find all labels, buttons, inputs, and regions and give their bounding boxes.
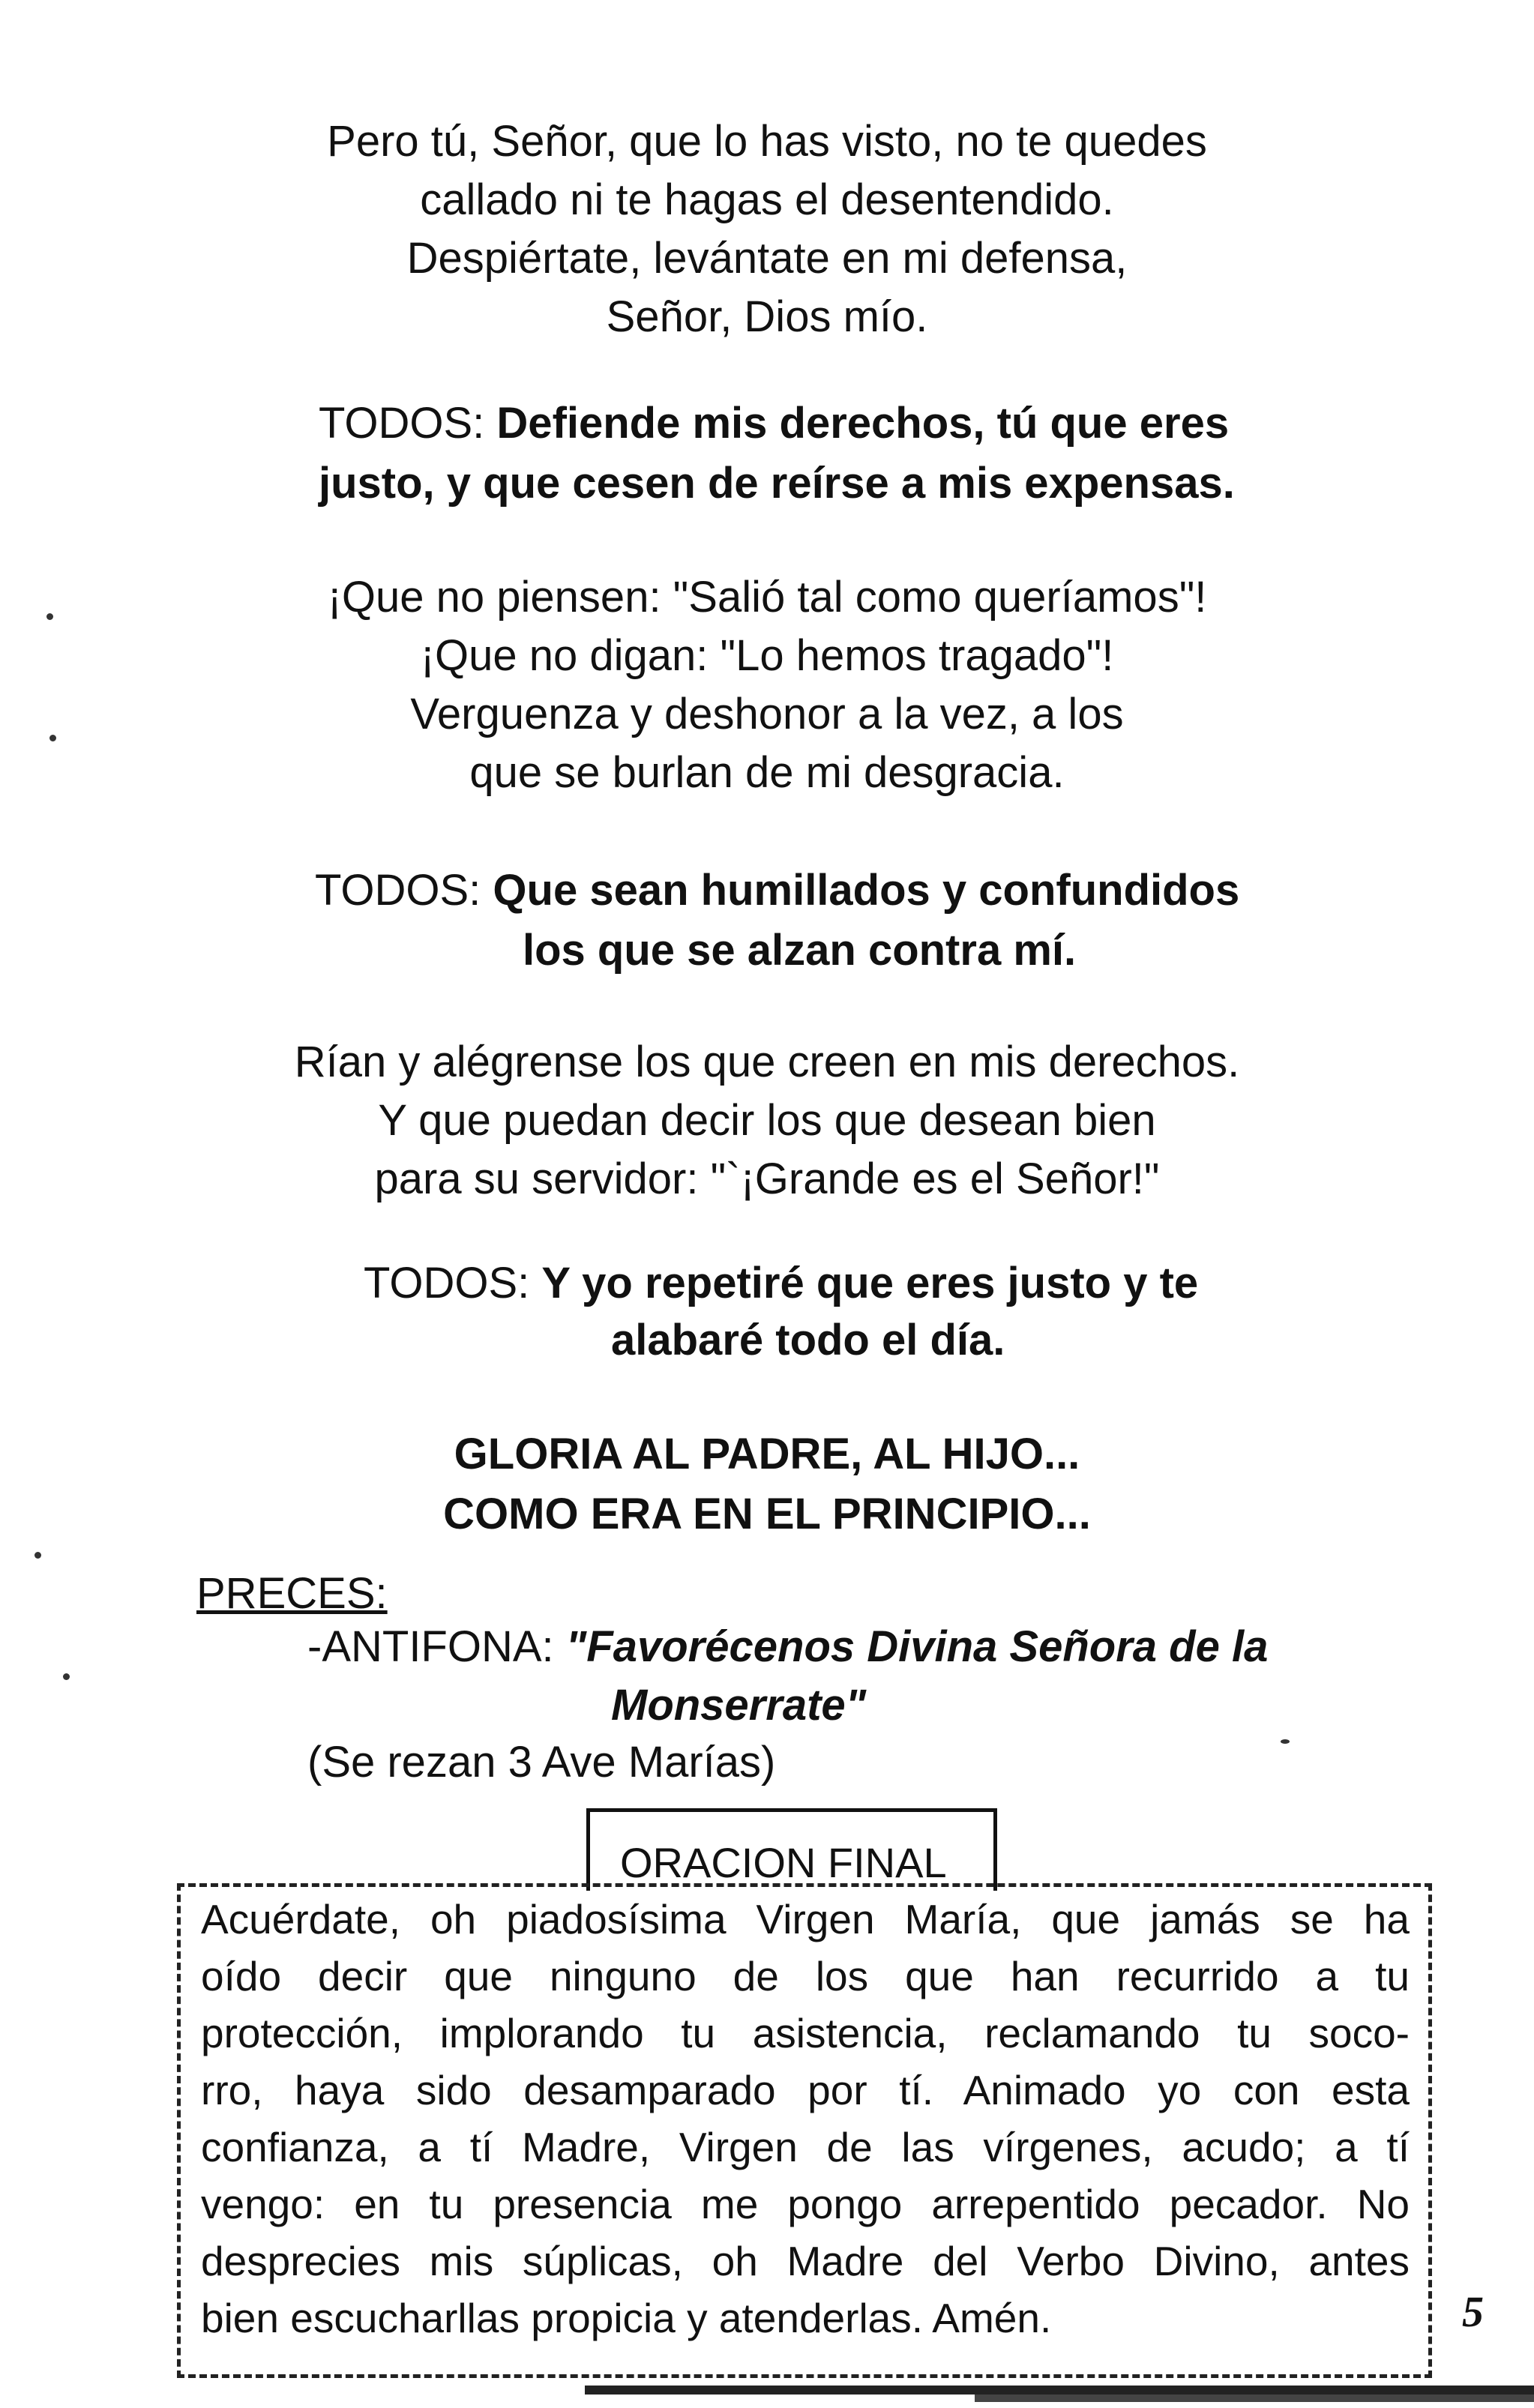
todos-response-1-cont bbox=[319, 454, 1235, 514]
todos-label: TODOS: bbox=[364, 1259, 530, 1307]
todos-response-1 bbox=[319, 394, 1229, 454]
stanza-line: Pero tú, Señor, que lo has visto, no te quedes bbox=[327, 117, 1207, 166]
stanza-line: Rían y alégrense los que creen en mis derechos. bbox=[294, 1038, 1240, 1086]
todos-label: TODOS: bbox=[319, 399, 485, 448]
scan-speck bbox=[63, 1673, 70, 1680]
stanza-line: Verguenza y deshonor a la vez, a los bbox=[410, 690, 1124, 738]
antifona-label: -ANTIFONA: bbox=[307, 1622, 554, 1671]
stanza-line: para su servidor: "`¡Grande es el Señor!" bbox=[374, 1155, 1160, 1203]
prayer-line: oído decir que ninguno de los que han recurrido a tu bbox=[201, 1953, 1410, 1999]
stanza-line: Señor, Dios mío. bbox=[606, 292, 928, 341]
stanza-line: Despiértate, levántate en mi defensa, bbox=[406, 234, 1128, 283]
bottom-rule bbox=[585, 2386, 1534, 2395]
prayer-line: rro, haya sido desamparado por tí. Animado yo con esta bbox=[201, 2067, 1410, 2113]
scan-speck bbox=[34, 1552, 41, 1559]
prayer-line: vengo: en tu presencia me pongo arrepentido pecador. No bbox=[201, 2181, 1410, 2227]
todos-response-3 bbox=[364, 1253, 1198, 1313]
rezan-note: (Se rezan 3 Ave Marías) bbox=[307, 1738, 776, 1787]
antifona bbox=[307, 1618, 1268, 1676]
preces-heading: PRECES: bbox=[196, 1569, 388, 1618]
gloria-doxology bbox=[0, 1424, 1534, 1544]
stanza-line: ¡Que no piensen: "Salió tal como queríamos"! bbox=[327, 573, 1207, 621]
scan-speck bbox=[46, 613, 53, 620]
page-number: 5 bbox=[1462, 2287, 1484, 2336]
prayer-line: protección, implorando tu asistencia, reclamando tu soco- bbox=[201, 2010, 1410, 2056]
todos-response-text: Defiende mis derechos, tú que eres bbox=[496, 399, 1230, 448]
stanza-line: que se burlan de mi desgracia. bbox=[469, 748, 1065, 797]
prayer-line: desprecies mis súplicas, oh Madre del Verbo Divino, antes bbox=[201, 2238, 1410, 2284]
scan-speck bbox=[49, 735, 56, 741]
oracion-final-title-box bbox=[586, 1808, 997, 1891]
antifona-text-cont: Monserrate" bbox=[611, 1681, 867, 1730]
todos-response-text: Y yo repetiré que eres justo y te bbox=[541, 1259, 1199, 1307]
stanza-line: Y que puedan decir los que desean bien bbox=[378, 1096, 1156, 1145]
todos-label: TODOS: bbox=[315, 866, 481, 915]
todos-response-2 bbox=[315, 861, 1239, 921]
stanza-line: ¡Que no digan: "Lo hemos tragado"! bbox=[420, 631, 1114, 680]
oracion-final-title: ORACION FINAL bbox=[620, 1839, 947, 1886]
stanza-3 bbox=[0, 1033, 1534, 1208]
gloria-line: COMO ERA EN EL PRINCIPIO... bbox=[443, 1490, 1091, 1538]
stanza-line: callado ni te hagas el desentendido. bbox=[420, 175, 1114, 224]
todos-response-text: los que se alzan contra mí. bbox=[523, 926, 1077, 975]
bottom-rule-shadow bbox=[975, 2395, 1534, 2402]
prayer-line: Acuérdate, oh piadosísima Virgen María, que jamás se ha bbox=[201, 1896, 1410, 1942]
todos-response-text: justo, y que cesen de reírse a mis expensas. bbox=[319, 459, 1235, 508]
gloria-line: GLORIA AL PADRE, AL HIJO... bbox=[454, 1430, 1080, 1478]
todos-response-text: alabaré todo el día. bbox=[611, 1316, 1005, 1364]
oracion-final-text bbox=[201, 1891, 1410, 2347]
prayer-line: confianza, a tí Madre, Virgen de las vírgenes, acudo; a tí bbox=[201, 2124, 1410, 2170]
antifona-text: "Favorécenos Divina Señora de la bbox=[565, 1622, 1269, 1671]
todos-response-2-cont bbox=[523, 921, 1076, 981]
scan-speck bbox=[1281, 1739, 1290, 1744]
stanza-1 bbox=[0, 112, 1534, 346]
todos-response-text: Que sean humillados y confundidos bbox=[493, 866, 1240, 915]
todos-response-3-cont bbox=[611, 1310, 1005, 1370]
stanza-2 bbox=[0, 568, 1534, 802]
prayer-line: bien escucharllas propicia y atenderlas. Amén. bbox=[201, 2295, 1052, 2341]
